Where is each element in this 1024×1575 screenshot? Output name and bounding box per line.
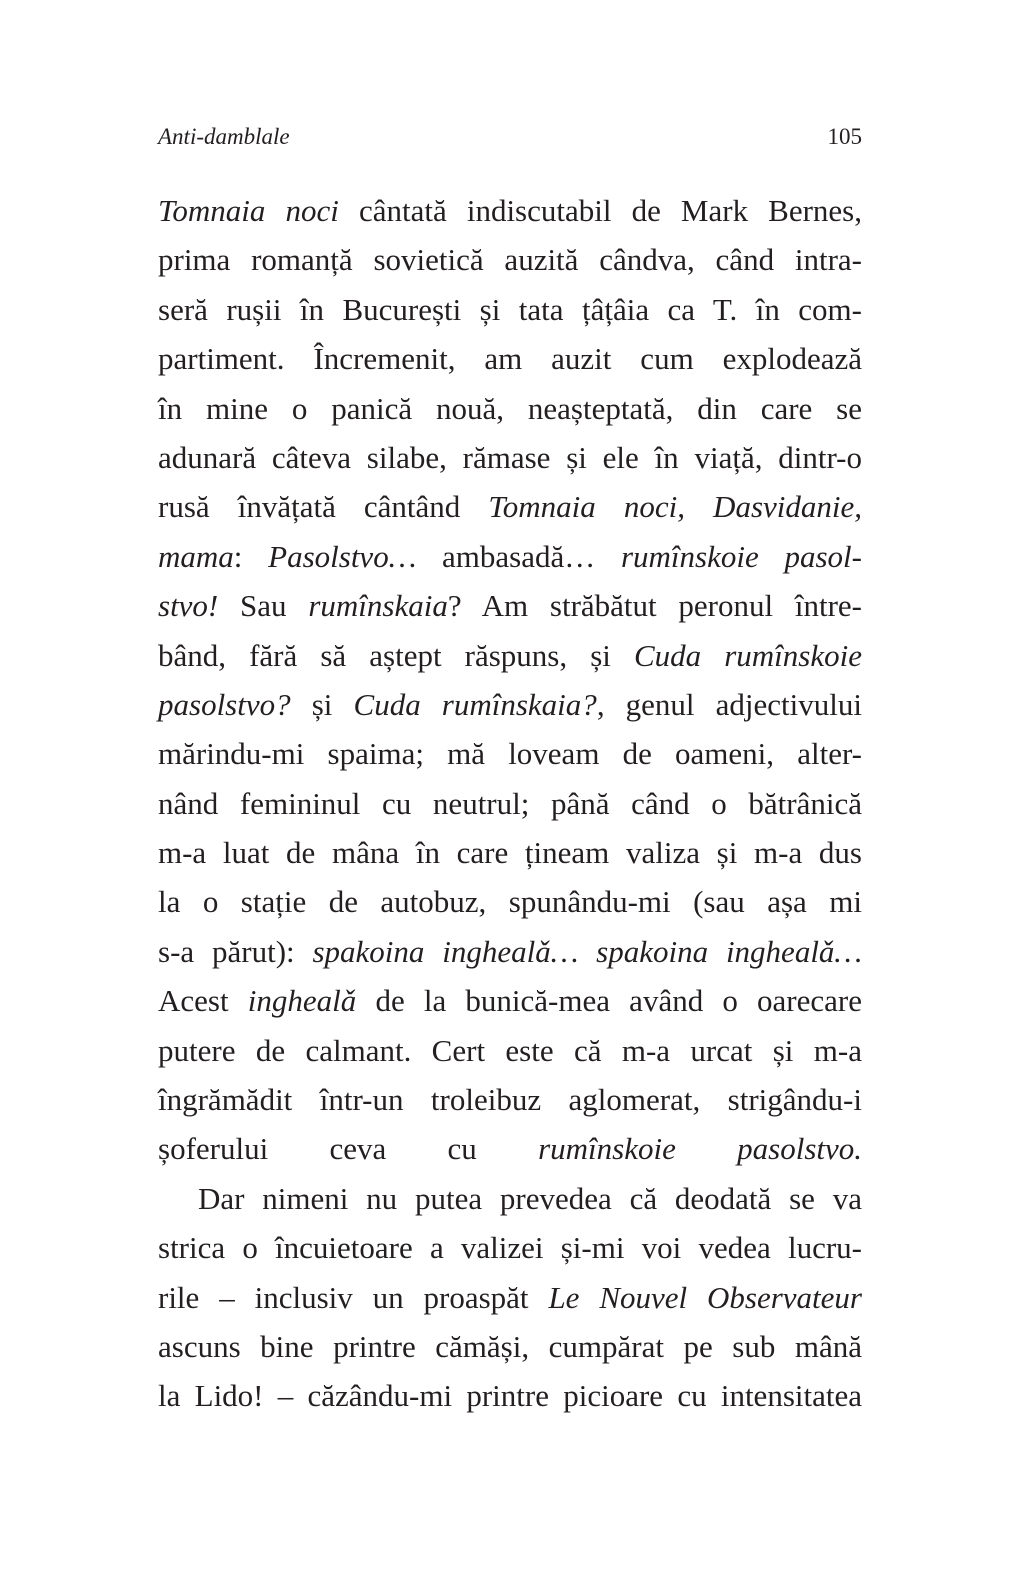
italic-text: rumînskoie pasolstvo.: [538, 1131, 863, 1167]
text-line: [158, 976, 862, 1025]
text-segment: Sau: [218, 588, 309, 624]
text-line: [158, 877, 862, 926]
text-segment: strica o încuietoare a valizei și-mi voi vedea lucru-: [158, 1230, 862, 1266]
text-line: [158, 285, 862, 334]
page-number: 105: [827, 124, 862, 149]
italic-text: spakoina inghealǎ… spakoina inghealǎ…: [312, 933, 862, 969]
text-segment: s-a părut):: [158, 933, 313, 969]
text-segment: la Lido! – căzându-mi printre picioare cu intensitatea: [158, 1378, 862, 1414]
text-line: [158, 384, 862, 433]
text-segment: putere de calmant. Cert este că m-a urcat și m-a: [158, 1032, 862, 1068]
running-header-title: Anti-damblale: [158, 124, 290, 149]
italic-text: Cuda rumînskaia?: [353, 686, 597, 722]
text-line: [158, 581, 862, 630]
text-line: [158, 729, 862, 778]
text-line: [158, 1026, 862, 1075]
text-segment: prima romanță sovietică auzită cândva, când intra-: [158, 242, 862, 278]
italic-text: Tomnaia noci, Dasvidanie,: [488, 489, 863, 525]
text-segment: îngrămădit într-un troleibuz aglomerat, strigându-i: [158, 1082, 862, 1118]
text-segment: , genul adjectivului: [596, 686, 862, 722]
text-segment: și: [290, 686, 354, 722]
text-line: [158, 235, 862, 284]
text-line: [158, 1322, 862, 1371]
text-segment: cântată indiscutabil de Mark Bernes,: [338, 193, 862, 228]
italic-text: stvo!: [158, 588, 219, 624]
text-line: [158, 334, 862, 383]
text-segment: ambasadă…: [416, 538, 621, 574]
text-line: [158, 1124, 862, 1173]
text-segment: șoferului ceva cu: [158, 1131, 539, 1167]
text-line: [158, 532, 862, 581]
text-segment: în mine o panică nouă, neașteptată, din care se: [158, 390, 862, 426]
text-line: [158, 680, 862, 729]
text-segment: seră rușii în București și tata țâțâia ca T. în com-: [158, 291, 862, 327]
italic-text: Tomnaia noci: [158, 193, 339, 228]
italic-text: mama: [158, 538, 234, 574]
text-segment: mărindu-mi spaima; mă loveam de oameni, alter-: [158, 736, 862, 772]
italic-text: rumînskaia: [308, 588, 448, 624]
text-segment: bând, fără să aștept răspuns, și: [158, 637, 634, 673]
text-segment: Acest: [158, 983, 248, 1019]
text-segment: la o stație de autobuz, spunându-mi (sau așa mi: [158, 884, 862, 920]
text-segment: Dar nimeni nu putea prevedea că deodată se va: [198, 1180, 862, 1216]
italic-text: Le Nouvel Observateur: [548, 1279, 862, 1315]
italic-text: Pasolstvo…: [268, 538, 417, 574]
text-line: [158, 779, 862, 828]
text-line: [158, 186, 862, 235]
text-line: [158, 631, 862, 680]
text-line: [158, 1174, 862, 1223]
italic-text: pasolstvo?: [158, 686, 291, 722]
text-line: [158, 1223, 862, 1272]
text-line: [158, 1371, 862, 1420]
italic-text: Cuda rumînskoie: [633, 637, 862, 673]
text-segment: m-a luat de mâna în care țineam valiza și m-a dus: [158, 835, 862, 871]
text-line: [158, 1075, 862, 1124]
text-segment: adunară câteva silabe, rămase și ele în viață, dintr-o: [158, 439, 862, 475]
italic-text: rumînskoie pasol-: [620, 538, 862, 574]
body-text: [158, 186, 862, 1421]
text-segment: de la bunică-mea având o oarecare: [356, 983, 862, 1019]
text-segment: rile – inclusiv un proaspăt: [158, 1279, 549, 1315]
text-segment: nând femininul cu neutrul; până când o bătrânică: [158, 785, 862, 821]
text-segment: rusă învățată cântând: [158, 489, 489, 525]
text-segment: ascuns bine printre cămăși, cumpărat pe sub mână: [158, 1328, 862, 1364]
text-line: [158, 1273, 862, 1322]
text-line: [158, 828, 862, 877]
text-line: [158, 433, 862, 482]
text-line: [158, 482, 862, 531]
text-segment: partiment. Încremenit, am auzit cum explodează: [158, 341, 862, 377]
italic-text: inghealǎ: [247, 983, 357, 1019]
text-segment: :: [233, 538, 269, 574]
text-segment: ? Am străbătut peronul între-: [447, 588, 863, 624]
text-line: [158, 927, 862, 976]
